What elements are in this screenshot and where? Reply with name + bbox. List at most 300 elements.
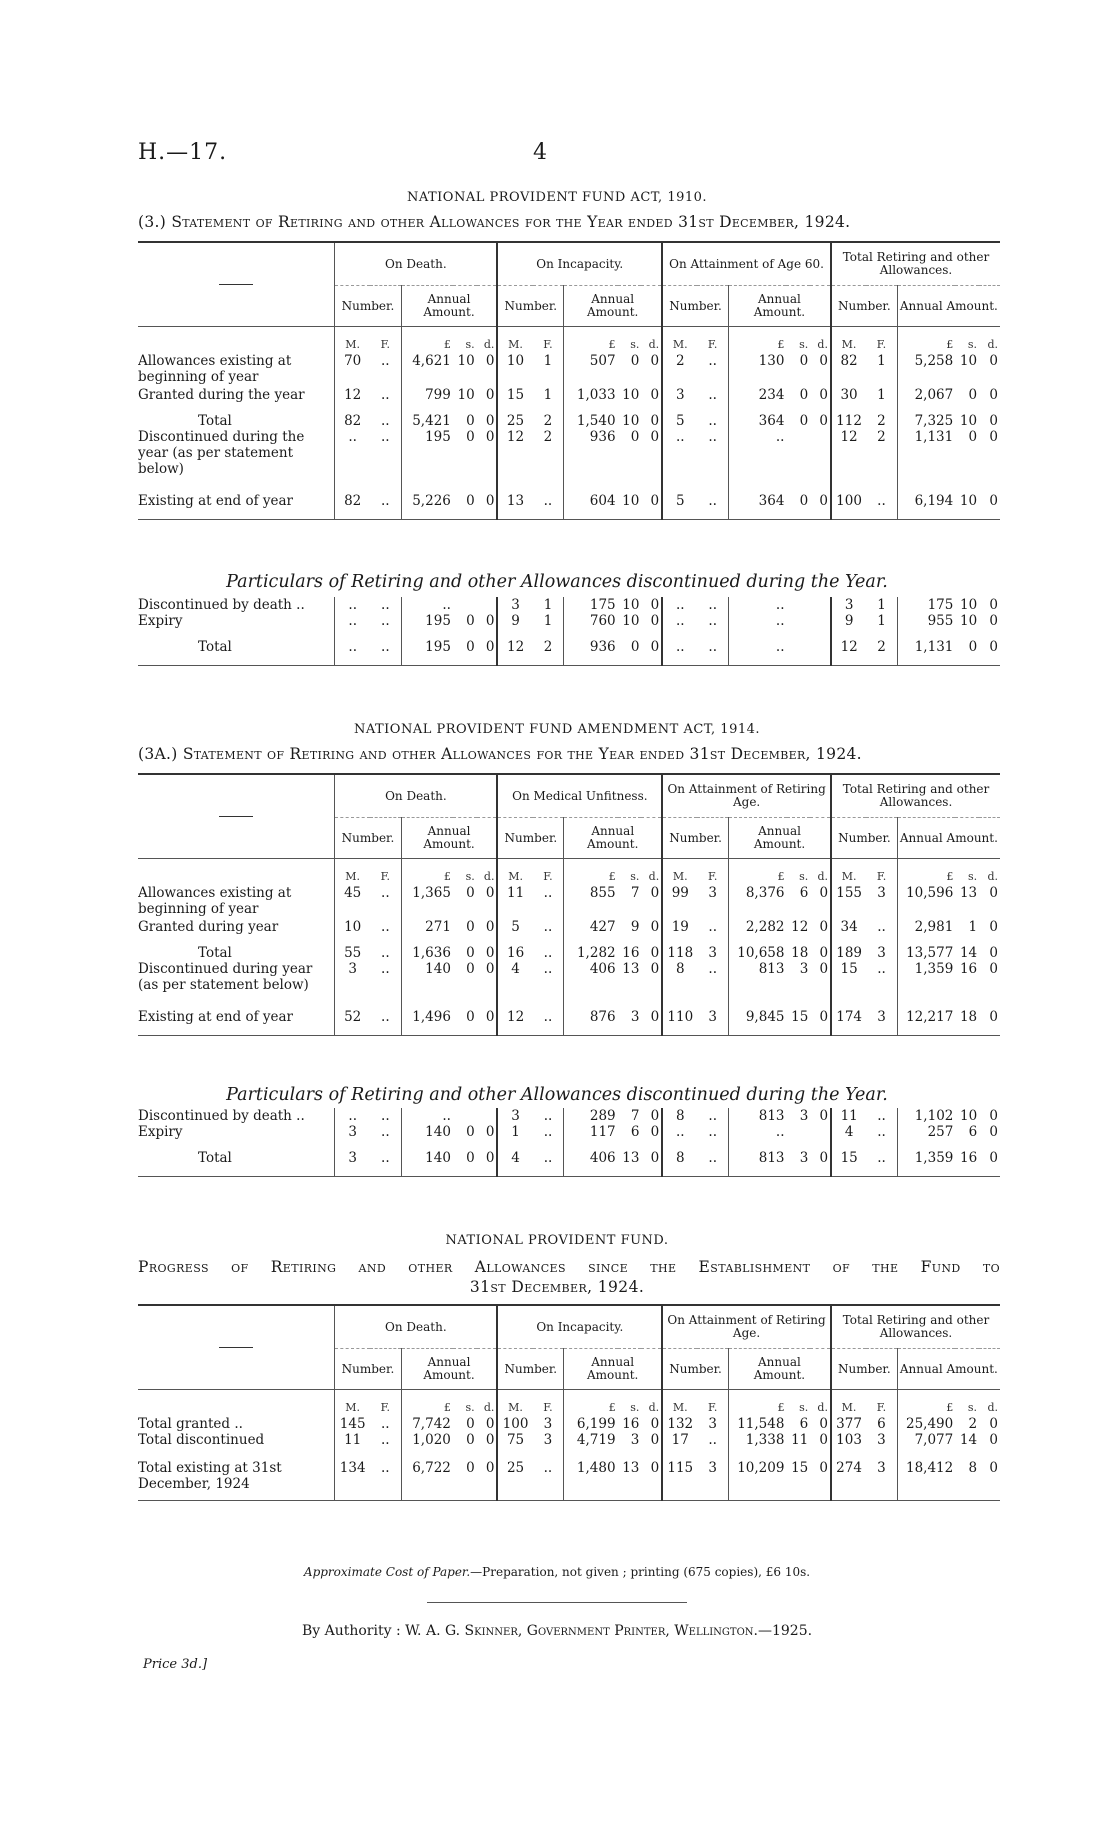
section2-statement-table — [138, 773, 1000, 1036]
table-cell: 0 — [630, 639, 640, 655]
unit-label: £ — [564, 1400, 618, 1416]
table-cell: 11 — [497, 885, 532, 917]
table-cell: 5,421 — [401, 403, 453, 429]
amount-subheader: Annual Amount. — [401, 286, 497, 327]
unit-label: d. — [483, 338, 495, 351]
table-cell: 0 — [466, 961, 475, 977]
table-cell: 1,365 — [401, 885, 453, 917]
table-cell: 0 — [819, 1416, 828, 1432]
particulars-row — [138, 597, 1000, 613]
table-cell: .. — [708, 493, 717, 509]
table-cell: .. — [381, 353, 390, 369]
table-cell: 7,077 — [897, 1432, 955, 1448]
table-cell: 13 — [959, 885, 978, 901]
table-cell: 0 — [650, 413, 660, 429]
table-cell: 103 — [831, 1432, 866, 1448]
table-cell: 3 — [497, 597, 532, 613]
table-cell: 11,548 — [728, 1416, 786, 1432]
table-cell: 0 — [485, 1416, 495, 1432]
table-cell: 0 — [485, 1432, 495, 1448]
table-cell: .. — [381, 429, 390, 445]
amount-subheader: Annual Amount. — [728, 286, 831, 327]
table-cell — [810, 629, 831, 655]
table-cell: 0 — [819, 945, 829, 961]
unit-label: £ — [401, 1400, 453, 1416]
table-cell: 813 — [729, 961, 787, 993]
table-cell: 118 — [662, 935, 697, 961]
unit-label: F. — [543, 870, 553, 883]
table-cell: .. — [335, 613, 370, 629]
unit-label: d. — [987, 870, 998, 883]
table-cell: .. — [708, 429, 717, 445]
table-cell: 271 — [401, 917, 453, 935]
table-cell: 3 — [662, 385, 697, 403]
unit-label: £ — [729, 869, 787, 885]
unit-label: £ — [728, 1400, 786, 1416]
table-cell: 25 — [497, 403, 532, 429]
group-header: On Death. — [335, 774, 498, 818]
amount-subheader: Annual Amount. — [401, 818, 497, 859]
table-row — [138, 1416, 1000, 1432]
table-cell: 1,480 — [564, 1448, 618, 1492]
number-subheader: Number. — [335, 1349, 401, 1390]
table-cell: 145 — [335, 1416, 370, 1432]
unit-label: s. — [465, 1401, 475, 1414]
table-cell: 11 — [831, 1108, 866, 1124]
table-cell: 0 — [485, 429, 495, 445]
table-cell: .. — [381, 1009, 390, 1025]
table-cell: 0 — [819, 493, 828, 509]
table-cell: .. — [381, 493, 390, 509]
table-cell: 10 — [335, 917, 370, 935]
price-label: Price 3d.] — [143, 1657, 208, 1672]
table-cell: 0 — [650, 1009, 660, 1025]
table-cell: .. — [543, 919, 553, 935]
table-cell: 0 — [485, 613, 495, 629]
table-cell: 16 — [960, 1150, 978, 1166]
spacer-row — [138, 859, 1000, 870]
table-cell: 12 — [497, 429, 532, 477]
section1-statement-prefix: (3.) — [138, 213, 167, 231]
table-cell: 0 — [630, 353, 640, 369]
table-cell: .. — [381, 1460, 390, 1476]
table-cell: .. — [381, 613, 390, 629]
table-cell: .. — [335, 429, 370, 477]
table-cell: 2 — [543, 429, 553, 445]
table-cell: 0 — [989, 639, 998, 655]
table-cell: .. — [381, 1150, 390, 1166]
table-cell: 3 — [877, 1432, 886, 1448]
group-header-row — [138, 774, 1000, 818]
table-cell: 9 — [497, 613, 532, 629]
table-cell: 7,325 — [897, 403, 955, 429]
table-cell: 936 — [564, 429, 618, 477]
table-cell: 0 — [485, 919, 495, 935]
table-cell: 0 — [485, 413, 495, 429]
table-cell: 30 — [831, 385, 866, 403]
table-cell: .. — [381, 387, 390, 403]
group-header: Total Retiring and other Allowances. — [831, 242, 1000, 286]
table-cell: 3 — [708, 945, 717, 961]
unit-label: s. — [967, 1401, 978, 1414]
number-subheader: Number. — [335, 286, 401, 327]
units-row — [138, 337, 1000, 353]
table-cell: 855 — [564, 885, 618, 917]
table-cell — [787, 629, 811, 655]
table-cell: 2 — [968, 1416, 978, 1432]
unit-label: d. — [648, 870, 660, 883]
table-cell: 4 — [497, 1140, 532, 1166]
row-label: Discontinued during year (as per statement below) — [138, 961, 313, 993]
unit-label: M. — [497, 337, 532, 353]
table-cell: 0 — [650, 1416, 660, 1432]
table-cell: 0 — [650, 1432, 660, 1448]
table-cell: 1,102 — [897, 1108, 955, 1124]
table-cell: 12 — [497, 629, 532, 655]
table-cell: 1,540 — [564, 403, 618, 429]
table-cell: .. — [728, 429, 786, 477]
table-cell: 0 — [466, 493, 475, 509]
particulars-row — [138, 1124, 1000, 1140]
table-cell: 17 — [662, 1432, 697, 1448]
table-cell: 0 — [989, 1108, 998, 1124]
section2-act-title: NATIONAL PROVIDENT FUND AMENDMENT ACT, 1914. — [353, 722, 761, 737]
table-cell: 5 — [497, 917, 532, 935]
table-cell: .. — [708, 353, 717, 369]
row-label: Total — [198, 945, 232, 961]
table-cell: 0 — [650, 1124, 660, 1140]
table-cell: 10 — [959, 493, 978, 509]
table-cell: 1 — [877, 353, 886, 369]
group-header-row — [138, 1305, 1000, 1349]
table-cell: 0 — [989, 429, 998, 445]
unit-label: £ — [897, 337, 955, 353]
table-cell: 10 — [622, 613, 640, 629]
table-cell: 0 — [968, 387, 978, 403]
table-cell: 0 — [989, 413, 998, 429]
table-cell: 189 — [831, 935, 866, 961]
table-cell: .. — [662, 597, 697, 613]
table-cell: 99 — [662, 885, 697, 917]
table-cell: 813 — [729, 1108, 787, 1124]
number-subheader: Number. — [335, 818, 401, 859]
row-label: Total — [198, 413, 232, 429]
table-row — [138, 961, 1000, 993]
table-cell: 0 — [989, 1432, 998, 1448]
table-cell: 0 — [989, 1460, 998, 1476]
table-cell: 10 — [622, 493, 640, 509]
particulars-row — [138, 629, 1000, 655]
unit-label: d. — [817, 870, 829, 883]
table-cell: 6 — [630, 1124, 640, 1140]
table-cell: 3 — [799, 961, 809, 977]
table-cell: 3 — [708, 885, 717, 901]
table-cell: 955 — [897, 613, 955, 629]
unit-label: F. — [543, 338, 553, 351]
table-cell: 2 — [543, 639, 553, 655]
table-cell: 3 — [708, 1416, 717, 1432]
table-cell: 9 — [831, 613, 866, 629]
table-cell: 8 — [662, 1108, 697, 1124]
table-cell: 134 — [335, 1448, 370, 1492]
table-cell: .. — [381, 1416, 390, 1432]
table-cell: .. — [662, 429, 697, 477]
table-cell: 0 — [989, 493, 998, 509]
amount-subheader: Annual Amount. — [564, 286, 662, 327]
table-cell: 0 — [989, 353, 998, 369]
table-cell: 0 — [485, 493, 495, 509]
particulars-row — [138, 613, 1000, 629]
table-cell: 10,658 — [729, 935, 787, 961]
group-header: On Incapacity. — [497, 1305, 662, 1349]
table-cell: 1 — [877, 387, 886, 403]
table-cell: .. — [877, 493, 886, 509]
table-cell: 13 — [497, 477, 532, 509]
table-cell: 2 — [877, 639, 886, 655]
cost-label: Approximate Cost of Paper. — [303, 1565, 471, 1579]
closing-rule-row — [138, 1492, 1000, 1501]
table-row — [138, 353, 1000, 385]
row-label: Granted during year — [138, 919, 279, 935]
table-cell: 0 — [650, 1150, 660, 1166]
table-cell: .. — [335, 597, 370, 613]
table-cell: 195 — [401, 429, 453, 477]
table-cell: 0 — [466, 1416, 475, 1432]
unit-label: s. — [799, 338, 809, 351]
row-label: Allowances existing at beginning of year — [138, 885, 292, 917]
table-cell: 377 — [831, 1416, 866, 1432]
table-cell: 0 — [485, 945, 495, 961]
table-cell: 364 — [728, 403, 786, 429]
unit-label: s. — [465, 870, 475, 883]
table-cell: 0 — [466, 1009, 475, 1025]
table-cell: 0 — [485, 885, 495, 901]
table-cell: .. — [381, 639, 390, 655]
section1-act-title: NATIONAL PROVIDENT FUND ACT, 1910. — [406, 190, 708, 205]
header-blank-cell — [138, 774, 335, 859]
table-cell: 1,131 — [897, 629, 955, 655]
unit-label: F. — [876, 870, 887, 883]
unit-label: d. — [483, 870, 495, 883]
table-cell: 16 — [622, 945, 640, 961]
table-cell: 0 — [799, 413, 809, 429]
table-cell: 6 — [968, 1124, 978, 1140]
table-cell: .. — [877, 919, 886, 935]
table-cell: 406 — [564, 961, 618, 993]
section2-particulars-title: Particulars of Retiring and other Allowances discontinued during the Year. — [226, 1085, 888, 1105]
unit-label: M. — [831, 869, 866, 885]
unit-label: s. — [967, 338, 978, 351]
header-dash — [219, 1347, 253, 1348]
amount-subheader: Annual Amount. — [564, 1349, 662, 1390]
table-cell: 10 — [959, 353, 978, 369]
table-cell: 0 — [650, 387, 660, 403]
table-cell: 15 — [831, 961, 866, 993]
number-subheader: Number. — [831, 1349, 897, 1390]
table-cell: .. — [543, 945, 553, 961]
table-cell: 0 — [989, 387, 998, 403]
table-row — [138, 917, 1000, 935]
unit-label: F. — [876, 1401, 887, 1414]
table-cell: 15 — [791, 1009, 809, 1025]
table-cell: 6,194 — [897, 477, 955, 509]
table-cell: .. — [543, 1009, 553, 1025]
section2-particulars-table — [138, 1108, 1000, 1177]
group-header-row — [138, 242, 1000, 286]
table-cell: 3 — [877, 945, 886, 961]
table-cell: 0 — [650, 429, 660, 445]
table-cell: 55 — [335, 935, 370, 961]
row-label: Allowances existing at beginning of year — [138, 353, 292, 385]
table-cell: 10 — [497, 353, 532, 385]
table-cell: 0 — [650, 885, 660, 901]
table-cell: 7,742 — [401, 1416, 453, 1432]
amount-subheader: Annual Amount. — [729, 818, 832, 859]
unit-label: £ — [401, 337, 453, 353]
table-cell: 110 — [662, 993, 697, 1025]
table-cell: .. — [708, 413, 717, 429]
row-label: Total — [198, 639, 232, 655]
table-cell: .. — [877, 1150, 886, 1166]
table-cell: 0 — [989, 613, 998, 629]
table-cell: 0 — [485, 1460, 495, 1476]
table-cell: 2 — [543, 413, 553, 429]
table-cell — [453, 1108, 477, 1124]
table-cell: 604 — [564, 477, 618, 509]
table-cell: 0 — [650, 353, 660, 369]
table-cell: 0 — [630, 429, 640, 445]
table-cell: 19 — [662, 917, 697, 935]
table-cell: .. — [381, 919, 390, 935]
table-cell — [810, 429, 831, 477]
table-cell: .. — [335, 1108, 370, 1124]
table-cell — [477, 1108, 498, 1124]
table-cell: 82 — [335, 403, 370, 429]
number-subheader: Number. — [497, 1349, 563, 1390]
table-cell: 9,845 — [729, 993, 787, 1025]
table-cell: 6 — [799, 885, 809, 901]
table-cell: .. — [381, 413, 390, 429]
table-cell: 0 — [819, 353, 828, 369]
unit-label: d. — [648, 1401, 660, 1414]
table-cell: 13 — [622, 1460, 640, 1476]
group-header: On Death. — [335, 1305, 498, 1349]
table-cell: 0 — [485, 387, 495, 403]
row-label: Total granted .. — [138, 1416, 243, 1432]
table-cell: 12 — [791, 919, 809, 935]
table-cell: 234 — [728, 385, 786, 403]
table-cell: 1 — [497, 1124, 532, 1140]
table-cell: 4,621 — [401, 353, 453, 385]
table-cell: 289 — [564, 1108, 618, 1124]
table-cell: 876 — [564, 993, 618, 1025]
table-cell: 18 — [959, 1009, 978, 1025]
closing-rule-row — [138, 1025, 1000, 1036]
table-cell: 9 — [630, 919, 640, 935]
table-cell: 3 — [335, 1124, 370, 1140]
unit-label: F. — [380, 1401, 391, 1414]
table-cell: 7 — [630, 885, 640, 901]
table-cell: 13,577 — [897, 935, 955, 961]
unit-label: £ — [564, 869, 618, 885]
section2-statement-title — [138, 745, 1000, 763]
table-cell: 0 — [819, 919, 829, 935]
table-cell: 1 — [543, 387, 553, 403]
number-subheader: Number. — [831, 818, 897, 859]
units-row — [138, 869, 1000, 885]
table-cell: .. — [708, 639, 717, 655]
table-cell: 0 — [989, 945, 998, 961]
unit-label: d. — [987, 338, 998, 351]
table-cell: 18 — [791, 945, 809, 961]
table-cell: 3 — [708, 1460, 717, 1476]
number-subheader: Number. — [497, 286, 563, 327]
table-cell: 15 — [831, 1140, 866, 1166]
table-cell: 5 — [662, 403, 697, 429]
table-cell: 8,376 — [729, 885, 787, 917]
table-cell: 11 — [791, 1432, 809, 1448]
table-cell: 0 — [466, 639, 475, 655]
table-cell: .. — [729, 613, 787, 629]
table-cell: 7 — [630, 1108, 640, 1124]
unit-label: M. — [831, 337, 866, 353]
number-subheader: Number. — [662, 1349, 728, 1390]
unit-label: s. — [799, 1401, 809, 1414]
table-cell: .. — [877, 961, 886, 977]
table-cell: 3 — [799, 1108, 809, 1124]
section1-particulars-title: Particulars of Retiring and other Allowances discontinued during the Year. — [226, 572, 888, 592]
table-cell: 1,033 — [564, 385, 618, 403]
table-cell: 15 — [791, 1460, 809, 1476]
table-cell: .. — [662, 1124, 697, 1140]
table-cell: .. — [662, 613, 697, 629]
table-cell: .. — [543, 1460, 553, 1476]
table-cell: 1,131 — [897, 429, 955, 477]
table-cell: .. — [381, 1108, 390, 1124]
table-cell: 2 — [877, 429, 886, 445]
table-cell: 813 — [729, 1140, 787, 1166]
table-cell: 12 — [831, 629, 866, 655]
table-cell: 0 — [466, 1150, 475, 1166]
table-cell: .. — [381, 597, 390, 613]
amount-subheader: Annual Amount. — [897, 818, 1000, 859]
table-cell: 936 — [564, 629, 618, 655]
unit-label: F. — [380, 338, 391, 351]
section3-title-line2: 31st December, 1924. — [469, 1278, 645, 1296]
particulars-row — [138, 1140, 1000, 1166]
table-cell: 3 — [831, 597, 866, 613]
table-cell: 760 — [564, 613, 618, 629]
table-cell: .. — [381, 1432, 390, 1448]
spacer-row — [138, 327, 1000, 338]
table-cell: 175 — [897, 597, 955, 613]
unit-label: F. — [708, 870, 718, 883]
section3-title-line1: Progress of Retiring and other Allowances since the Establishment of the Fund to — [138, 1258, 1000, 1276]
table-cell: 10 — [960, 597, 978, 613]
table-cell: 427 — [564, 917, 618, 935]
table-cell: 2,981 — [897, 917, 955, 935]
table-cell: 6,199 — [564, 1416, 618, 1432]
table-cell: 8 — [662, 961, 697, 993]
table-cell: 507 — [564, 353, 618, 385]
table-cell: 3 — [799, 1150, 809, 1166]
table-cell: 0 — [466, 945, 475, 961]
table-cell: 75 — [497, 1432, 532, 1448]
number-subheader: Number. — [662, 818, 728, 859]
table-cell: 0 — [485, 1009, 495, 1025]
group-header: On Attainment of Retiring Age. — [662, 774, 831, 818]
row-label: Total existing at 31st December, 1924 — [138, 1460, 282, 1492]
